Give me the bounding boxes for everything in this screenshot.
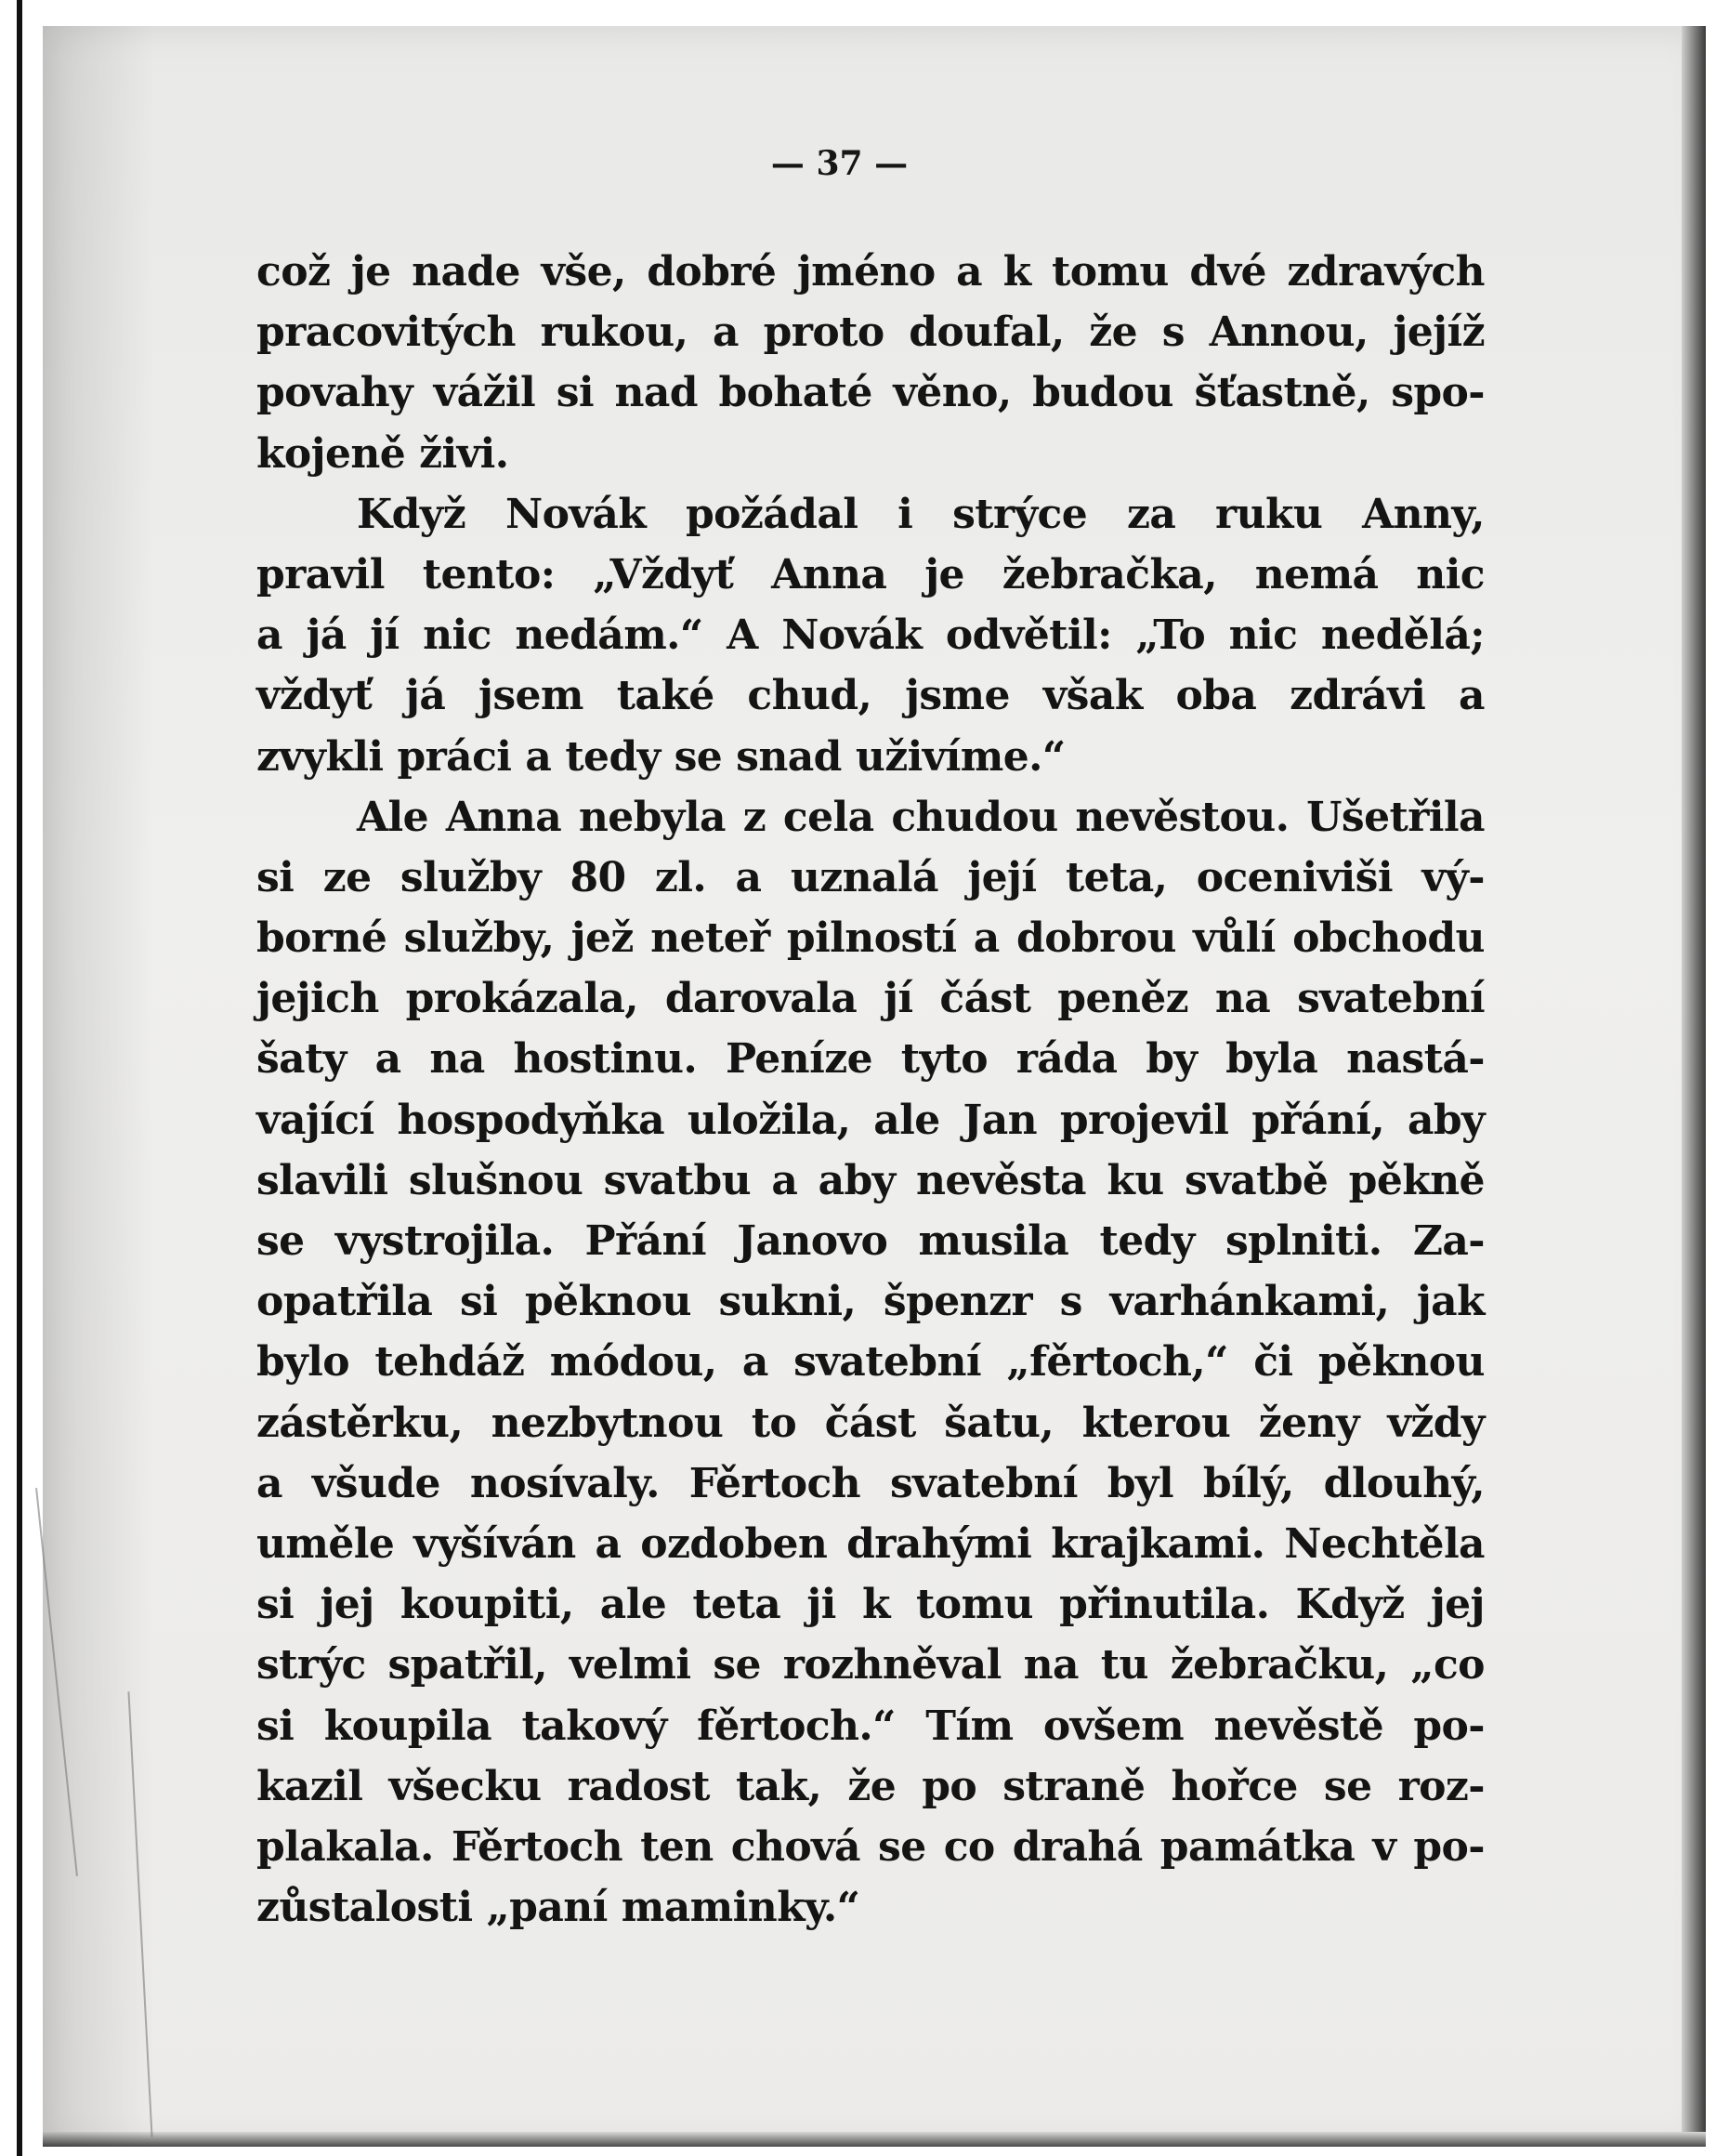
word: módou, xyxy=(549,1338,717,1387)
word: ze xyxy=(322,853,372,901)
word: Fěrtoch xyxy=(688,1459,861,1507)
word: také xyxy=(616,672,714,720)
word: ovšem xyxy=(1042,1702,1185,1750)
text-line xyxy=(256,848,1485,908)
word: „To xyxy=(1135,611,1206,660)
word: práci xyxy=(397,732,512,781)
word: nic xyxy=(1416,550,1485,598)
word: já xyxy=(405,672,446,720)
word: šaty xyxy=(256,1035,347,1084)
text-line xyxy=(256,968,1485,1029)
word: hospodyňka xyxy=(397,1096,665,1144)
word: já xyxy=(306,611,347,660)
word: po xyxy=(922,1762,977,1810)
word: darovala xyxy=(664,975,858,1023)
text-line xyxy=(256,1574,1485,1635)
word: zdrávi xyxy=(1290,672,1426,720)
word: Novák xyxy=(504,490,647,538)
word: a xyxy=(1458,672,1485,720)
word: pravil xyxy=(256,550,385,598)
word: Janovo xyxy=(737,1217,888,1265)
word: rozhněval xyxy=(782,1641,1002,1689)
word: z xyxy=(742,793,766,841)
word: jsem xyxy=(478,672,583,720)
word: tu xyxy=(1100,1641,1148,1689)
word: si xyxy=(256,1702,295,1750)
word: ráda xyxy=(1015,1035,1118,1084)
word: uživíme.“ xyxy=(855,732,1066,781)
word: projevil xyxy=(1059,1096,1229,1144)
binding-edge xyxy=(17,0,22,2156)
word: tedy xyxy=(565,732,661,781)
word: hořce xyxy=(1171,1762,1298,1810)
word: by xyxy=(1146,1035,1198,1084)
word: nedám.“ xyxy=(515,611,703,660)
word: na xyxy=(1214,975,1271,1023)
word: musila xyxy=(918,1217,1069,1265)
word: ozdoben xyxy=(640,1519,828,1568)
word: památka xyxy=(1159,1822,1356,1871)
word: zvykli xyxy=(256,732,384,781)
word: jí xyxy=(884,975,913,1023)
text-line xyxy=(256,1817,1485,1877)
word: drahými xyxy=(846,1519,1032,1568)
word: dvé xyxy=(1189,248,1266,296)
word: oceniviši xyxy=(1196,853,1393,901)
word: pěknou xyxy=(524,1278,691,1326)
word: část xyxy=(824,1399,916,1447)
text-line xyxy=(256,1453,1485,1514)
word: nedělá; xyxy=(1320,611,1485,660)
word: zl. xyxy=(654,853,707,901)
word: nebyla xyxy=(578,793,726,841)
word: chud, xyxy=(747,672,872,720)
word: Ale xyxy=(357,793,429,841)
word: Přání xyxy=(584,1217,706,1265)
word: přinutila. xyxy=(1059,1581,1270,1629)
word: ten xyxy=(640,1822,714,1871)
word: a xyxy=(771,1156,798,1204)
word: obchodu xyxy=(1292,914,1485,963)
word: a xyxy=(973,914,1000,963)
word: služby xyxy=(400,853,542,901)
word: slavili xyxy=(256,1156,388,1204)
word: se xyxy=(878,1822,926,1871)
word: vyšíván xyxy=(413,1519,576,1568)
text-line xyxy=(256,545,1485,605)
word: vající xyxy=(256,1096,374,1144)
word: doufal, xyxy=(909,309,1065,357)
word: nad xyxy=(614,369,698,417)
word: budou xyxy=(1032,369,1173,417)
word: rukou, xyxy=(540,309,688,357)
word: služby, xyxy=(403,914,555,963)
word: ale xyxy=(599,1581,667,1629)
word: a xyxy=(735,853,762,901)
word: slušnou xyxy=(408,1156,583,1204)
word: a xyxy=(256,611,282,660)
word: si xyxy=(556,369,594,417)
word: spatřil, xyxy=(387,1641,548,1689)
word: jméno xyxy=(796,248,936,296)
word: na xyxy=(429,1035,485,1084)
word: přání, xyxy=(1251,1096,1385,1144)
word: všecku xyxy=(388,1762,542,1810)
word: však xyxy=(1042,672,1143,720)
text-line xyxy=(256,1271,1485,1332)
word: radost xyxy=(567,1762,710,1810)
word: jejíž xyxy=(1393,309,1485,357)
text-line xyxy=(256,665,1485,726)
word: věno, xyxy=(893,369,1012,417)
word: straně xyxy=(1002,1762,1146,1810)
word: za xyxy=(1126,490,1176,538)
word: bohaté xyxy=(718,369,872,417)
word: se xyxy=(713,1641,761,1689)
word: ženy xyxy=(1258,1399,1359,1447)
word: a xyxy=(525,732,552,781)
word: požádal xyxy=(685,490,858,538)
word: Anna xyxy=(445,793,562,841)
word: nastá- xyxy=(1346,1035,1485,1084)
word: Když xyxy=(1295,1581,1405,1629)
word: živi. xyxy=(419,429,509,478)
word: jejich xyxy=(256,975,379,1023)
word: žebračku, xyxy=(1170,1641,1389,1689)
text-line xyxy=(256,1211,1485,1271)
word: a xyxy=(713,309,739,357)
word: jež xyxy=(570,914,634,963)
word: vystrojila. xyxy=(334,1217,555,1265)
word: splniti. xyxy=(1225,1217,1382,1265)
word: Peníze xyxy=(725,1035,872,1084)
word: teta xyxy=(692,1581,781,1629)
body-text xyxy=(256,242,1485,1938)
word: vždy xyxy=(1387,1399,1485,1447)
word: vážil xyxy=(433,369,536,417)
word: pěkně xyxy=(1348,1156,1485,1204)
word: vše, xyxy=(541,248,626,296)
text-line xyxy=(256,302,1485,362)
word: se xyxy=(256,1217,305,1265)
word: borné xyxy=(256,914,387,963)
word: s xyxy=(1161,309,1185,357)
word: aby xyxy=(818,1156,896,1204)
word: žebračka, xyxy=(1002,550,1217,598)
word: si xyxy=(459,1278,498,1326)
word: si xyxy=(256,853,295,901)
word: s xyxy=(1059,1278,1082,1326)
word: svatební xyxy=(1297,975,1485,1023)
word: uznalá xyxy=(790,853,938,901)
word: snad xyxy=(736,732,842,781)
word: strýc xyxy=(256,1641,366,1689)
text-line xyxy=(256,1029,1485,1089)
gutter-shadow xyxy=(43,26,154,2147)
word: drahá xyxy=(1012,1822,1143,1871)
word: „fěrtoch,“ xyxy=(1006,1338,1228,1387)
text-line xyxy=(256,727,1485,787)
word: uměle xyxy=(256,1519,395,1568)
text-line xyxy=(256,484,1485,545)
word: nic xyxy=(423,611,491,660)
word: teta, xyxy=(1065,853,1168,901)
word: cela xyxy=(782,793,874,841)
word: k xyxy=(1002,248,1031,296)
text-line xyxy=(256,1332,1485,1392)
word: takový xyxy=(521,1702,667,1750)
word: vždyť xyxy=(256,672,373,720)
word: krajkami. xyxy=(1051,1519,1265,1568)
word: tomu xyxy=(916,1581,1033,1629)
word: Když xyxy=(357,490,466,538)
word: kojeně xyxy=(256,429,406,478)
word: šťastně, xyxy=(1194,369,1370,417)
word: tyto xyxy=(900,1035,988,1084)
word: což xyxy=(256,248,331,296)
word: peněz xyxy=(1057,975,1189,1023)
word: po- xyxy=(1413,1822,1485,1871)
word: svatbu xyxy=(603,1156,751,1204)
word: ji xyxy=(806,1581,836,1629)
word: spo- xyxy=(1391,369,1485,417)
text-line xyxy=(256,1150,1485,1211)
word: zůstalosti xyxy=(256,1884,473,1932)
paper-edge-right xyxy=(1682,26,1706,2147)
word: svatbě xyxy=(1184,1156,1329,1204)
word: jak xyxy=(1416,1278,1485,1326)
word: neteř xyxy=(650,914,770,963)
word: Ušetřila xyxy=(1306,793,1485,841)
text-line xyxy=(256,1756,1485,1817)
word: velmi xyxy=(569,1641,691,1689)
word: část xyxy=(939,975,1031,1023)
word: 80 xyxy=(570,853,626,901)
word: tento: xyxy=(422,550,556,598)
word: chová xyxy=(730,1822,860,1871)
word: dlouhý, xyxy=(1323,1459,1485,1507)
word: její xyxy=(967,853,1037,901)
word: v xyxy=(1372,1822,1396,1871)
word: ale xyxy=(873,1096,940,1144)
word: tak, xyxy=(736,1762,822,1810)
word: Nechtěla xyxy=(1284,1519,1485,1568)
word: svatební xyxy=(793,1338,981,1387)
word: sukni, xyxy=(718,1278,857,1326)
word: Novák xyxy=(781,611,923,660)
word: nevěstou. xyxy=(1075,793,1290,841)
paper-edge-bottom xyxy=(43,2132,1706,2147)
word: vůlí xyxy=(1193,914,1276,963)
word: koupila xyxy=(323,1702,492,1750)
word: je xyxy=(350,248,391,296)
word: je xyxy=(924,550,964,598)
text-line xyxy=(256,1877,1485,1938)
word: co xyxy=(943,1822,995,1871)
word: Anna xyxy=(771,550,887,598)
word: bílý, xyxy=(1202,1459,1294,1507)
text-line xyxy=(256,1514,1485,1574)
page-number: — 37 — xyxy=(770,144,909,183)
word: ruku xyxy=(1215,490,1323,538)
text-line xyxy=(256,424,1485,484)
word: roz- xyxy=(1397,1762,1485,1810)
word: špenzr xyxy=(883,1278,1032,1326)
text-line xyxy=(256,1393,1485,1453)
word: maminky.“ xyxy=(621,1884,860,1932)
text-line xyxy=(256,242,1485,302)
text-line xyxy=(256,362,1485,423)
word: Annou, xyxy=(1209,309,1369,357)
word: fěrtoch.“ xyxy=(697,1702,896,1750)
word: svatební xyxy=(889,1459,1078,1507)
word: jsme xyxy=(905,672,1010,720)
word: byl xyxy=(1107,1459,1173,1507)
word: prokázala, xyxy=(405,975,638,1023)
text-line xyxy=(256,605,1485,665)
word: dobré xyxy=(647,248,777,296)
word: k xyxy=(861,1581,890,1629)
word: všude xyxy=(311,1459,440,1507)
word: uložila, xyxy=(687,1096,851,1144)
word: nosívaly. xyxy=(469,1459,660,1507)
word: „Vždyť xyxy=(593,550,734,598)
word: kterou xyxy=(1081,1399,1231,1447)
text-line xyxy=(256,787,1485,848)
word: tehdáž xyxy=(374,1338,525,1387)
word: tedy xyxy=(1099,1217,1195,1265)
word: oba xyxy=(1175,672,1257,720)
word: jej xyxy=(320,1581,374,1629)
word: jej xyxy=(1430,1581,1485,1629)
word: „paní xyxy=(486,1884,608,1932)
word: kazil xyxy=(256,1762,363,1810)
word: po- xyxy=(1413,1702,1485,1750)
word: proto xyxy=(763,309,884,357)
word: nic xyxy=(1228,611,1298,660)
word: se xyxy=(674,732,723,781)
word: „co xyxy=(1410,1641,1485,1689)
word: či xyxy=(1253,1338,1293,1387)
word: chudou xyxy=(891,793,1058,841)
word: plakala. xyxy=(256,1822,434,1871)
word: a xyxy=(956,248,983,296)
text-line xyxy=(256,1635,1485,1695)
word: Jan xyxy=(963,1096,1038,1144)
word: ku xyxy=(1107,1156,1164,1204)
word: nemá xyxy=(1254,550,1379,598)
word: Za- xyxy=(1412,1217,1485,1265)
word: Fěrtoch xyxy=(451,1822,623,1871)
word: na xyxy=(1023,1641,1079,1689)
word: že xyxy=(847,1762,897,1810)
word: že xyxy=(1089,309,1138,357)
word: pěknou xyxy=(1317,1338,1485,1387)
word: a xyxy=(256,1459,282,1507)
word: zástěrku, xyxy=(256,1399,464,1447)
word: opatřila xyxy=(256,1278,433,1326)
word: koupiti, xyxy=(400,1581,574,1629)
word: a xyxy=(741,1338,768,1387)
word: šatu, xyxy=(944,1399,1054,1447)
word: si xyxy=(256,1581,295,1629)
word: nade xyxy=(412,248,520,296)
word: se xyxy=(1323,1762,1372,1810)
word: povahy xyxy=(256,369,413,417)
word: dobrou xyxy=(1016,914,1176,963)
word: nevěstě xyxy=(1213,1702,1383,1750)
word: pracovitých xyxy=(256,309,516,357)
word: i xyxy=(897,490,913,538)
word: pilností xyxy=(786,914,957,963)
word: A xyxy=(727,611,758,660)
word: nezbytnou xyxy=(491,1399,724,1447)
word: to xyxy=(751,1399,797,1447)
word: nevěsta xyxy=(916,1156,1086,1204)
word: odvětil: xyxy=(945,611,1112,660)
word: bylo xyxy=(256,1338,349,1387)
text-line xyxy=(256,908,1485,968)
text-line xyxy=(256,1696,1485,1756)
word: Anny, xyxy=(1362,490,1485,538)
text-line xyxy=(256,1090,1485,1150)
word: vý- xyxy=(1421,853,1485,901)
word: aby xyxy=(1407,1096,1485,1144)
word: a xyxy=(595,1519,622,1568)
word: jí xyxy=(370,611,400,660)
word: Tím xyxy=(925,1702,1014,1750)
word: zdravých xyxy=(1287,248,1485,296)
word: hostinu. xyxy=(513,1035,698,1084)
word: strýce xyxy=(952,490,1088,538)
word: byla xyxy=(1225,1035,1318,1084)
word: varhánkami, xyxy=(1109,1278,1390,1326)
word: tomu xyxy=(1052,248,1169,296)
word: a xyxy=(374,1035,401,1084)
